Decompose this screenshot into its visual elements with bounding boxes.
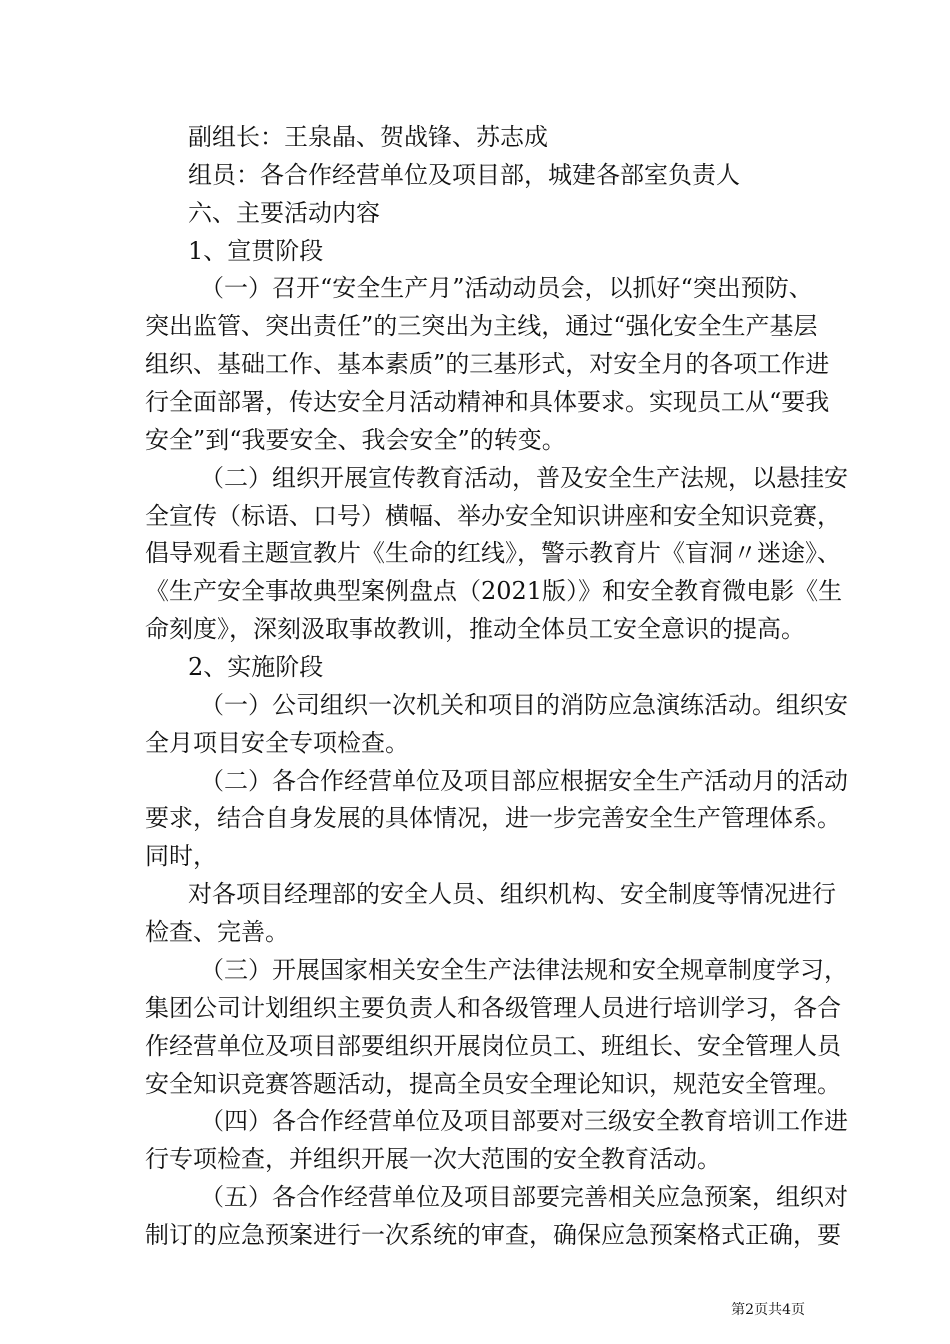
text-line: （二）组织开展宣传教育活动，普及安全生产法规，以悬挂安 — [200, 463, 848, 492]
page-number: 第2页共4页 — [731, 1302, 805, 1318]
text-line: 检查、完善。 — [145, 918, 289, 947]
text-line: （一）公司组织一次机关和项目的消防应急演练活动。组织安 — [200, 690, 848, 719]
text-line: 行全面部署，传达安全月活动精神和具体要求。实现员工从“要我 — [145, 388, 830, 417]
text-line: 行专项检查，并组织开展一次大范围的安全教育活动。 — [145, 1145, 721, 1174]
text-line: 同时， — [145, 842, 217, 871]
text-line: 全月项目安全专项检查。 — [145, 728, 409, 757]
text-line: （二）各合作经营单位及项目部应根据安全生产活动月的活动 — [200, 766, 848, 795]
text-line: 副组长：王泉晶、贺战锋、苏志成 — [188, 123, 548, 151]
text-line: 集团公司计划组织主要负责人和各级管理人员进行培训学习，各合 — [145, 993, 841, 1022]
text-line: 对各项目经理部的安全人员、组织机构、安全制度等情况进行 — [188, 880, 836, 909]
text-line: 作经营单位及项目部要组织开展岗位员工、班组长、安全管理人员 — [145, 1031, 841, 1060]
text-line: 2、实施阶段 — [188, 653, 324, 682]
text-line: 倡导观看主题宣教片《生命的红线》，警示教育片《盲洞〃迷途》、 — [145, 539, 841, 568]
text-line: 命刻度》，深刻汲取事故教训，推动全体员工安全意识的提高。 — [145, 615, 805, 644]
text-line: 突出监管、突出责任”的三突出为主线，通过“强化安全生产基层 — [145, 312, 818, 341]
text-line: 组员：各合作经营单位及项目部，城建各部室负责人 — [188, 160, 740, 189]
text-line: 《生产安全事故典型案例盘点（2021版）》和安全教育微电影《生 — [145, 577, 843, 606]
text-line: 安全”到“我要安全、我会安全”的转变。 — [145, 425, 566, 454]
text-line: （五）各合作经营单位及项目部要完善相关应急预案，组织对 — [200, 1183, 848, 1212]
text-line: 六、主要活动内容 — [188, 198, 380, 227]
text-line: （三）开展国家相关安全生产法律法规和安全规章制度学习， — [200, 955, 848, 984]
text-line: 制订的应急预案进行一次系统的审查，确保应急预案格式正确，要 — [145, 1220, 841, 1249]
text-line: 安全知识竞赛答题活动，提高全员安全理论知识，规范安全管理。 — [145, 1069, 841, 1098]
text-line: 组织、基础工作、基本素质”的三基形式，对安全月的各项工作进 — [145, 350, 830, 379]
text-line: （四）各合作经营单位及项目部要对三级安全教育培训工作进 — [200, 1107, 848, 1136]
text-line: （一）召开“安全生产月”活动动员会，以抓好“突出预防、 — [200, 274, 813, 303]
text-line: 全宣传（标语、口号）横幅、举办安全知识讲座和安全知识竞赛， — [145, 501, 841, 530]
text-line: 要求，结合自身发展的具体情况，进一步完善安全生产管理体系。 — [145, 804, 841, 833]
text-line: 1、宣贯阶段 — [188, 236, 324, 265]
